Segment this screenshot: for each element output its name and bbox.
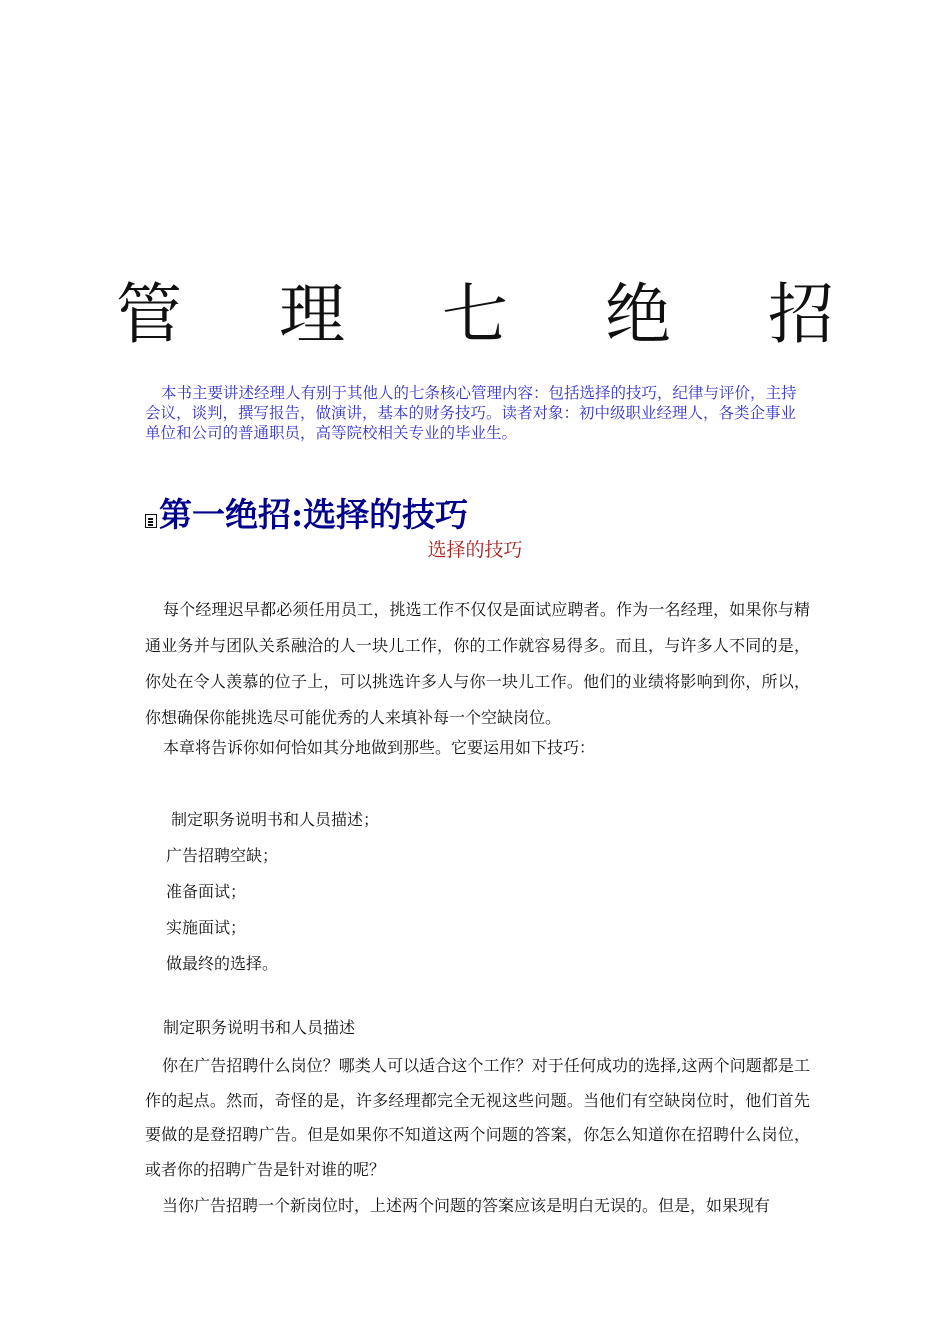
chapter-heading xyxy=(145,493,468,537)
body-paragraph-4: 当你广告招聘一个新岗位时，上述两个问题的答案应该是明白无误的。但是，如果现有 xyxy=(162,1196,771,1215)
chapter-heading-text: 第一绝招:选择的技巧 xyxy=(159,495,469,534)
body-paragraph-3: 你在广告招聘什么岗位？哪类人可以适合这个工作？对于任何成功的选择,这两个问题都是工作的起点。然而，奇怪的是，许多经理都完全无视这些问题。当他们有空缺岗位时，他们首先要做的是登招聘广告。但是如果你不知道这两个问题的答案，你怎么知道你在招聘什么岗位，或者你的招聘广告是针对谁的呢？ xyxy=(145,1056,810,1179)
document-title: 管 理 七 绝 招 xyxy=(116,276,872,353)
chapter-subtitle: 选择的技巧 xyxy=(427,539,523,561)
list-item: 准备面试； xyxy=(166,882,247,901)
list-item: 制定职务说明书和人员描述； xyxy=(171,810,380,829)
intro-paragraph: 本书主要讲述经理人有别于其他人的七条核心管理内容：包括选择的技巧，纪律与评价，主持会议，谈判，撰写报告，做演讲，基本的财务技巧。读者对象：初中级职业经理人，各类企事业单位和公司的普通职员，高等院校相关专业的毕业生。 xyxy=(145,384,797,442)
list-item: 广告招聘空缺； xyxy=(166,846,279,865)
body-paragraph-2: 本章将告诉你如何恰如其分地做到那些。它要运用如下技巧： xyxy=(163,738,596,757)
body-paragraph-1: 每个经理迟早都必须任用员工，挑选工作不仅仅是面试应聘者。作为一名经理，如果你与精通业务并与团队关系融洽的人一块儿工作，你的工作就容易得多。而且，与许多人不同的是，你处在令人羡慕的位子上，可以挑选许多人与你一块儿工作。他们的业绩将影响到你，所以，你想确保你能挑选尽可能优秀的人来填补每一个空缺岗位。 xyxy=(145,600,810,727)
list-item: 做最终的选择。 xyxy=(166,954,279,973)
document-icon xyxy=(145,514,157,528)
list-item: 实施面试； xyxy=(166,918,247,937)
skills-list xyxy=(166,802,379,982)
section-heading: 制定职务说明书和人员描述 xyxy=(163,1018,356,1037)
